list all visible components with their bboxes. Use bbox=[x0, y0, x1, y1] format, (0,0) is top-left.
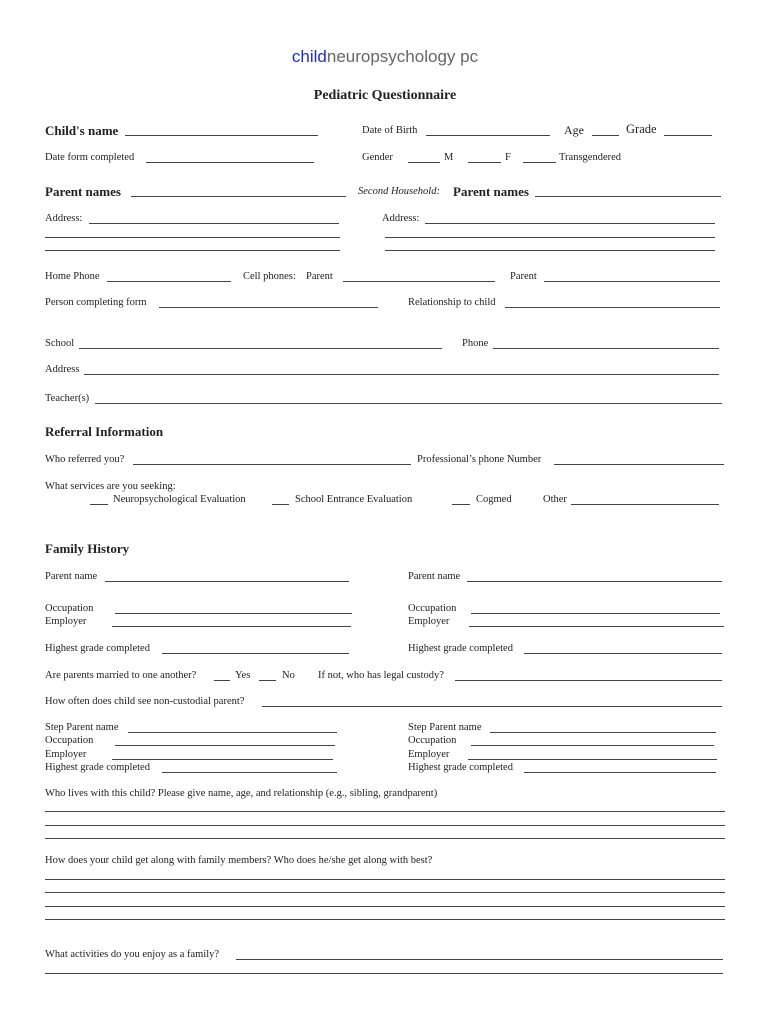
lives-with-line-2[interactable] bbox=[45, 825, 725, 826]
step-occupation-1-field[interactable] bbox=[115, 745, 335, 746]
get-along-line-2[interactable] bbox=[45, 892, 725, 893]
highest-grade-1-field[interactable] bbox=[162, 653, 349, 654]
cell-parent-2-field[interactable] bbox=[544, 281, 720, 282]
home-phone-field[interactable] bbox=[107, 281, 231, 282]
get-along-label: How does your child get along with family members? Who does he/she get along with best? bbox=[45, 855, 433, 866]
highest-grade-2-label: Highest grade completed bbox=[408, 643, 513, 654]
step-parent-1-field[interactable] bbox=[128, 732, 337, 733]
dob-label: Date of Birth bbox=[362, 125, 418, 136]
gender-f-field[interactable] bbox=[468, 162, 501, 163]
employer-1-field[interactable] bbox=[112, 626, 351, 627]
activities-line-1[interactable] bbox=[236, 959, 723, 960]
school-label: School bbox=[45, 338, 75, 349]
activities-label: What activities do you enjoy as a family? bbox=[45, 949, 220, 960]
grade-label: Grade bbox=[626, 122, 657, 136]
teachers-field[interactable] bbox=[95, 403, 472, 404]
get-along-line-4[interactable] bbox=[45, 919, 725, 920]
occupation-1-field[interactable] bbox=[115, 613, 352, 614]
brand-part-child: child bbox=[291, 47, 327, 66]
step-employer-1-field[interactable] bbox=[112, 759, 333, 760]
parent-names-2-label: Parent names bbox=[453, 184, 529, 199]
family-history-heading: Family History bbox=[45, 541, 130, 556]
step-employer-2-label: Employer bbox=[408, 749, 450, 760]
highest-grade-1-label: Highest grade completed bbox=[45, 643, 150, 654]
teachers-label: Teacher(s) bbox=[45, 393, 90, 404]
service-school-checkbox[interactable] bbox=[272, 504, 289, 505]
relationship-field[interactable] bbox=[505, 307, 720, 308]
address-1-line-2[interactable] bbox=[45, 237, 340, 238]
parent-names-field[interactable] bbox=[131, 196, 346, 197]
visit-frequency-field[interactable] bbox=[262, 706, 722, 707]
custody-field[interactable] bbox=[455, 680, 722, 681]
employer-2-label: Employer bbox=[408, 616, 450, 627]
step-employer-1-label: Employer bbox=[45, 749, 87, 760]
cell-phones-label: Cell phones: bbox=[243, 271, 296, 282]
highest-grade-2-field[interactable] bbox=[524, 653, 722, 654]
person-completing-label: Person completing form bbox=[45, 297, 147, 308]
gender-t-label: Transgendered bbox=[559, 152, 622, 163]
employer-2-field[interactable] bbox=[469, 626, 724, 627]
school-field[interactable] bbox=[79, 348, 442, 349]
step-occupation-2-field[interactable] bbox=[471, 745, 714, 746]
date-completed-field[interactable] bbox=[146, 162, 314, 163]
age-label: Age bbox=[564, 123, 584, 137]
gender-m-label: M bbox=[444, 152, 454, 163]
parent-name-2-field[interactable] bbox=[467, 581, 722, 582]
employer-1-label: Employer bbox=[45, 616, 87, 627]
school-phone-label: Phone bbox=[462, 338, 489, 349]
married-yes-label: Yes bbox=[235, 670, 251, 681]
parent-name-1-field[interactable] bbox=[105, 581, 349, 582]
married-no-checkbox[interactable] bbox=[259, 680, 276, 681]
professional-phone-field[interactable] bbox=[554, 464, 724, 465]
childs-name-field[interactable] bbox=[125, 135, 318, 136]
gender-m-field[interactable] bbox=[408, 162, 440, 163]
step-grade-1-field[interactable] bbox=[162, 772, 337, 773]
address-1-line-3[interactable] bbox=[45, 250, 340, 251]
date-completed-label: Date form completed bbox=[45, 152, 135, 163]
address-1-label: Address: bbox=[45, 213, 83, 224]
referred-by-label: Who referred you? bbox=[45, 454, 125, 465]
service-neuro-label: Neuropsychological Evaluation bbox=[113, 494, 246, 505]
service-other-field[interactable] bbox=[571, 504, 719, 505]
parent-name-1-label: Parent name bbox=[45, 571, 98, 582]
second-household-label: Second Household: bbox=[358, 186, 440, 197]
married-yes-checkbox[interactable] bbox=[214, 680, 230, 681]
lives-with-line-3[interactable] bbox=[45, 838, 725, 839]
person-completing-field[interactable] bbox=[159, 307, 378, 308]
referred-by-field[interactable] bbox=[133, 464, 411, 465]
service-cogmed-label: Cogmed bbox=[476, 494, 512, 505]
brand-logo bbox=[0, 47, 770, 67]
gender-label: Gender bbox=[362, 152, 393, 163]
cell-parent-1-label: Parent bbox=[306, 271, 333, 282]
address-2-label: Address: bbox=[382, 213, 420, 224]
step-grade-2-label: Highest grade completed bbox=[408, 762, 513, 773]
parent-name-2-label: Parent name bbox=[408, 571, 461, 582]
address-2-line-3[interactable] bbox=[385, 250, 715, 251]
lives-with-line-1[interactable] bbox=[45, 811, 725, 812]
occupation-2-field[interactable] bbox=[471, 613, 720, 614]
parent-names-2-field[interactable] bbox=[535, 196, 721, 197]
brand-part-rest: neuropsychology pc bbox=[326, 47, 479, 66]
age-field[interactable] bbox=[592, 135, 619, 136]
referral-heading: Referral Information bbox=[45, 424, 164, 439]
step-occupation-1-label: Occupation bbox=[45, 735, 94, 746]
address-2-line-2[interactable] bbox=[385, 237, 715, 238]
step-employer-2-field[interactable] bbox=[468, 759, 717, 760]
teachers-field-2[interactable] bbox=[472, 403, 722, 404]
home-phone-label: Home Phone bbox=[45, 271, 100, 282]
cell-parent-1-field[interactable] bbox=[343, 281, 495, 282]
services-label: What services are you seeking: bbox=[45, 481, 176, 492]
visit-frequency-label: How often does child see non-custodial parent? bbox=[45, 696, 245, 707]
gender-t-field[interactable] bbox=[523, 162, 556, 163]
service-neuro-checkbox[interactable] bbox=[90, 504, 108, 505]
step-occupation-2-label: Occupation bbox=[408, 735, 457, 746]
occupation-2-label: Occupation bbox=[408, 603, 457, 614]
childs-name-label: Child's name bbox=[45, 123, 119, 138]
address-1-line-1[interactable] bbox=[89, 223, 339, 224]
address-2-line-1[interactable] bbox=[425, 223, 715, 224]
married-no-label: No bbox=[282, 670, 295, 681]
get-along-line-1[interactable] bbox=[45, 879, 725, 880]
page-title: Pediatric Questionnaire bbox=[313, 88, 457, 103]
school-phone-field[interactable] bbox=[493, 348, 719, 349]
relationship-label: Relationship to child bbox=[408, 297, 496, 308]
grade-field[interactable] bbox=[664, 135, 712, 136]
married-label: Are parents married to one another? bbox=[45, 670, 197, 681]
gender-f-label: F bbox=[505, 152, 511, 163]
school-address-field[interactable] bbox=[84, 374, 719, 375]
step-parent-2-label: Step Parent name bbox=[408, 722, 482, 733]
custody-label: If not, who has legal custody? bbox=[318, 670, 444, 681]
step-parent-1-label: Step Parent name bbox=[45, 722, 119, 733]
activities-line-2[interactable] bbox=[45, 973, 723, 974]
service-school-label: School Entrance Evaluation bbox=[295, 494, 413, 505]
step-parent-2-field[interactable] bbox=[490, 732, 716, 733]
parent-names-label: Parent names bbox=[45, 184, 121, 199]
get-along-line-3[interactable] bbox=[45, 906, 725, 907]
service-cogmed-checkbox[interactable] bbox=[452, 504, 470, 505]
professional-phone-label: Professional’s phone Number bbox=[417, 454, 542, 465]
dob-field[interactable] bbox=[426, 135, 550, 136]
school-address-label: Address bbox=[45, 364, 80, 375]
service-other-label: Other bbox=[543, 494, 567, 505]
step-grade-1-label: Highest grade completed bbox=[45, 762, 150, 773]
step-grade-2-field[interactable] bbox=[524, 772, 716, 773]
cell-parent-2-label: Parent bbox=[510, 271, 537, 282]
lives-with-label: Who lives with this child? Please give name, age, and relationship (e.g., sibling, grandparent) bbox=[45, 788, 438, 799]
occupation-1-label: Occupation bbox=[45, 603, 94, 614]
